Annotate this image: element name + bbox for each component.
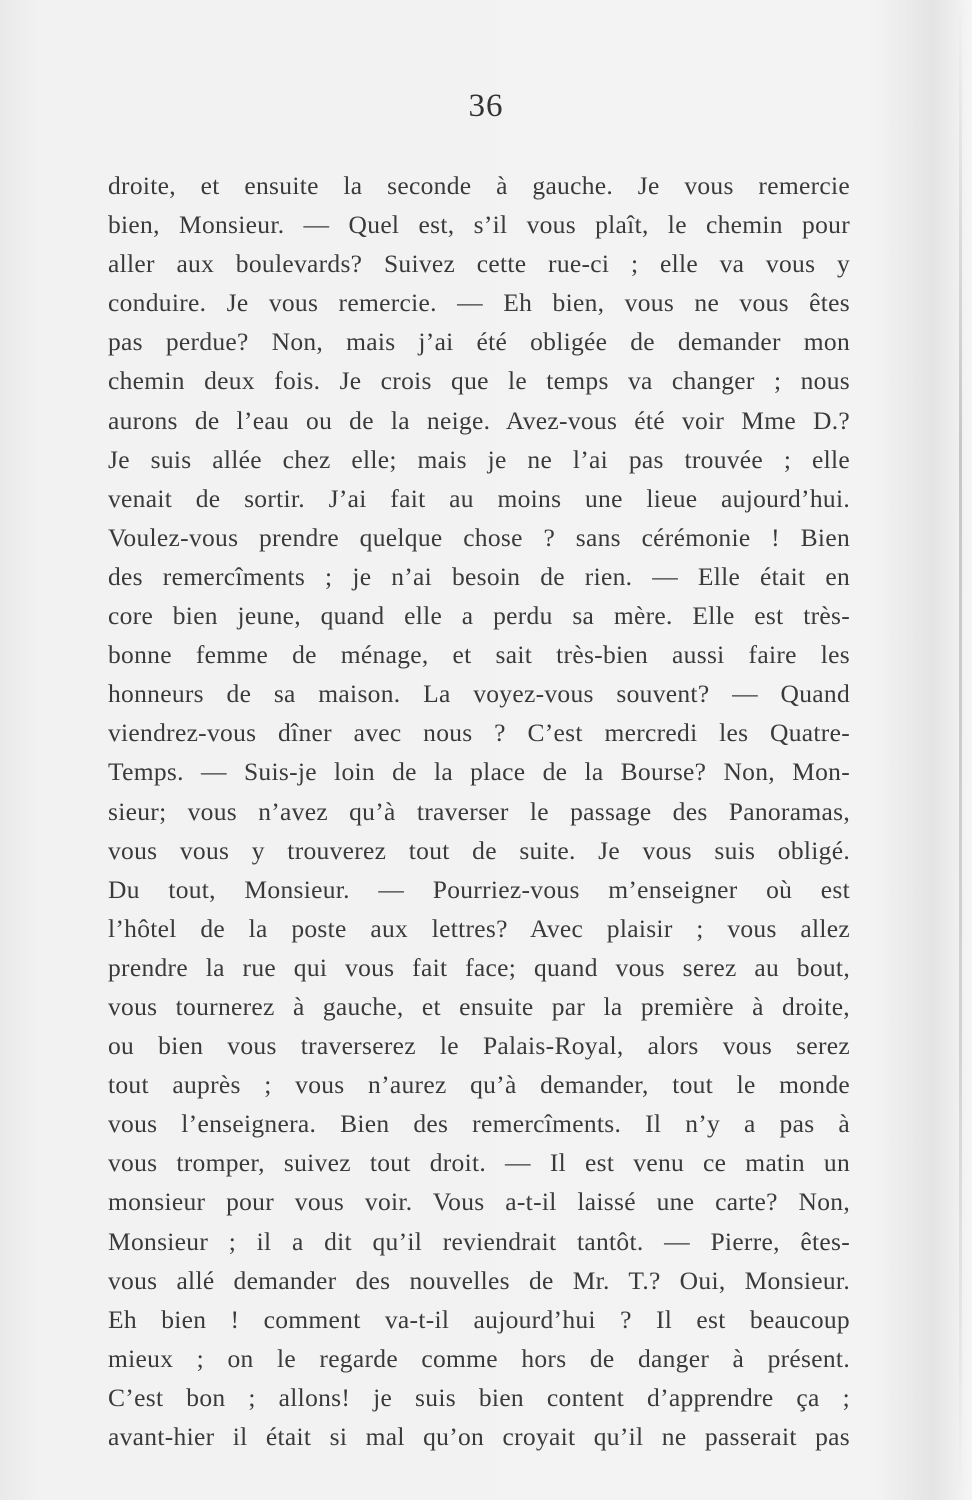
text-line: vous l’enseignera. Bien des remercîments. Il n’y a pas à <box>108 1109 850 1139</box>
text-line: pas perdue? Non, mais j’ai été obligée de demander mon <box>108 327 850 357</box>
text-line: C’est bon ; allons! je suis bien content d’apprendre ça ; <box>108 1382 850 1412</box>
text-line: prendre la rue qui vous fait face; quand vous serez au bout, <box>108 952 850 982</box>
text-line: aurons de l’eau ou de la neige. Avez-vous été voir Mme D.? <box>108 405 850 435</box>
text-line: chemin deux fois. Je crois que le temps va changer ; nous <box>108 366 850 396</box>
text-line: Je suis allée chez elle; mais je ne l’ai pas trouvée ; elle <box>108 444 850 474</box>
text-line: Eh bien ! comment va-t-il aujourd’hui ? Il est beaucoup <box>108 1304 850 1334</box>
text-line: Du tout, Monsieur. — Pourriez-vous m’enseigner où est <box>108 874 850 904</box>
text-line: honneurs de sa maison. La voyez-vous souvent? — Quand <box>108 679 850 709</box>
text-line: droite, et ensuite la seconde à gauche. Je vous remercie <box>108 171 850 200</box>
text-line: venait de sortir. J’ai fait au moins une lieue aujourd’hui. <box>108 483 850 513</box>
text-line: bonne femme de ménage, et sait très-bien aussi faire les <box>108 640 850 670</box>
text-line: vous allé demander des nouvelles de Mr. T.? Oui, Monsieur. <box>108 1265 850 1295</box>
text-line: avant-hier il était si mal qu’on croyait qu’il ne passerait pas <box>108 1422 850 1451</box>
text-line: l’hôtel de la poste aux lettres? Avec plaisir ; vous allez <box>108 913 850 943</box>
text-line: viendrez-vous dîner avec nous ? C’est mercredi les Quatre- <box>108 718 850 748</box>
body-text <box>108 166 850 1456</box>
text-line: aller aux boulevards? Suivez cette rue-ci ; elle va vous y <box>108 249 850 279</box>
text-line: tout auprès ; vous n’aurez qu’à demander, tout le monde <box>108 1070 850 1100</box>
text-line: conduire. Je vous remercie. — Eh bien, vous ne vous êtes <box>108 288 850 318</box>
page-number: 36 <box>468 88 504 124</box>
text-line: sieur; vous n’avez qu’à traverser le passage des Panoramas, <box>108 796 850 826</box>
text-line: mieux ; on le regarde comme hors de danger à présent. <box>108 1343 850 1373</box>
text-line: Voulez-vous prendre quelque chose ? sans cérémonie ! Bien <box>108 522 850 552</box>
text-line: vous tournerez à gauche, et ensuite par la première à droite, <box>108 991 850 1021</box>
text-line: bien, Monsieur. — Quel est, s’il vous plaît, le chemin pour <box>108 210 850 240</box>
text-line: ou bien vous traverserez le Palais-Royal, alors vous serez <box>108 1031 850 1061</box>
text-line: vous tromper, suivez tout droit. — Il est venu ce matin un <box>108 1148 850 1178</box>
text-line: core bien jeune, quand elle a perdu sa mère. Elle est très- <box>108 601 850 631</box>
text-line: des remercîments ; je n’ai besoin de rien. — Elle était en <box>108 561 850 591</box>
page-edge-shadow <box>959 0 962 1500</box>
text-line: monsieur pour vous voir. Vous a-t-il laissé une carte? Non, <box>108 1187 850 1217</box>
text-line: Temps. — Suis-je loin de la place de la Bourse? Non, Mon- <box>108 757 850 787</box>
text-line: Monsieur ; il a dit qu’il reviendrait tantôt. — Pierre, êtes- <box>108 1226 850 1256</box>
text-line: vous vous y trouverez tout de suite. Je vous suis obligé. <box>108 835 850 865</box>
